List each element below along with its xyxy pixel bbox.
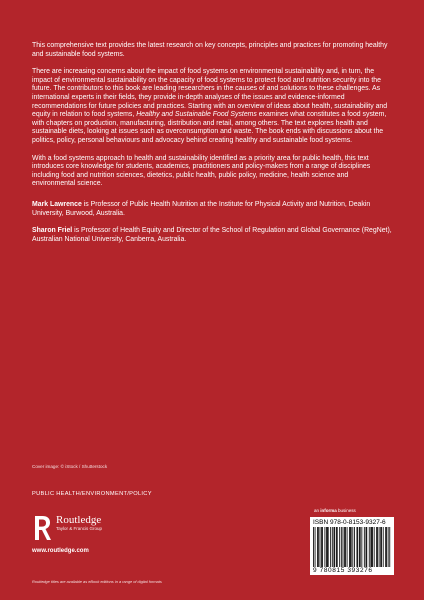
barcode-bar [354,527,355,567]
barcode-bar [317,527,318,567]
barcode-bar [357,527,358,567]
author-bio-text-1: is Professor of Public Health Nutrition at the Institute for Physical Activity and Nutrition, Deakin University, Burwood, Australia. [32,200,371,217]
blurb [32,42,392,253]
barcode-bar [337,527,338,567]
barcode-bar [389,527,390,567]
publisher-name: Routledge [56,514,102,526]
barcode-bar [370,527,371,567]
barcode-bar [332,527,333,567]
barcode-bar [366,527,367,567]
barcode-bar [327,527,328,567]
barcode-bar [386,527,387,567]
barcode-bar [339,527,340,567]
barcode-bar [326,527,327,567]
barcode-bar [344,527,345,567]
author-name-1: Mark Lawrence [32,200,82,208]
barcode-bar [383,527,384,567]
barcode-bar [359,527,360,567]
barcode-bar [385,527,386,567]
barcode-bar [334,527,335,567]
barcode-bar [343,527,344,567]
barcode-bar [330,527,331,567]
barcode-bar [321,527,322,567]
barcode-bar [318,527,319,567]
barcode-bar [351,527,352,567]
description-paragraph [32,68,392,145]
barcode-bar [315,527,316,567]
publisher-logo [32,514,102,542]
barcode-bar [376,527,377,567]
informa-prefix: an [314,508,321,513]
barcode-bar [345,527,346,567]
barcode-bar [336,527,337,567]
barcode-bar [381,527,382,567]
publisher-website: www.routledge.com [32,548,89,554]
barcode-bar [360,527,361,567]
barcode-bar [364,527,365,567]
author-bio-text-2: is Professor of Health Equity and Director of the School of Regulation and Global Governance (RegNet), Australian National University, Canberra, Australia. [32,227,392,243]
routledge-r-icon [32,514,52,542]
author-name-2: Sharon Friel [32,227,73,235]
barcode-bar [349,527,350,567]
barcode-bar [371,527,372,567]
cover-image-credit: Cover image: © iStock / Shutterstock [32,464,108,469]
barcode-bar [313,527,314,567]
isbn-number: ISBN 978-0-8153-9327-6 [313,519,386,526]
barcode-bar [361,527,362,567]
barcode-bar [324,527,325,567]
barcode-bar [352,527,353,567]
barcode-bar [320,527,321,567]
book-title-italic: Healthy and Sustainable Food Systems [136,111,257,119]
isbn-barcode [310,517,394,575]
barcode-bar [372,527,373,567]
barcode-bar [334,527,335,567]
barcode-bar [357,527,358,567]
description-text-1: There are increasing concerns about the impact of food systems on environmental sustainability and, in turn, the impact of environmental sustainability on the capacity of food systems to protect food and nutrition security into the future. The contributors to this book are leading researchers in the causes of and solutions to these challenges. As international experts in their fields, they provide in-depth analyses of the issues and evidence-informed recommendations for future policies and practices. Starting with an overview of ideas about health, sustainability and equity in relation to food systems, [32,68,388,119]
barcode-bar [374,527,375,567]
informa-brand: informa [320,508,337,513]
informa-suffix: business [336,508,356,513]
subject-category: PUBLIC HEALTH/ENVIRONMENT/POLICY [32,491,152,497]
barcode-bar [377,527,378,567]
barcode-bar [380,527,381,567]
ebook-availability-note: Routledge titles are available as eBook editions in a range of digital formats [32,579,162,584]
barcode-bar [366,527,367,567]
barcode-digits: 9 780815 393276 [313,567,373,574]
barcode-bar [369,527,370,567]
barcode-bar [379,527,380,567]
barcode-bars [313,527,391,567]
audience-paragraph: With a food systems approach to health and sustainability identified as a priority area for public health, this text introduces core knowledge for students, academics, practitioners and policy-makers from a range of disciplines including food and nutrition sciences, dietetics, public health, public policy, medicine, health science and environmental science. [32,154,371,188]
barcode-bar [341,527,342,567]
barcode-bar [322,527,323,567]
author-bio-1 [32,201,392,218]
author-bio-2 [32,227,392,244]
barcode-bar [350,527,351,567]
intro-paragraph: This comprehensive text provides the latest research on key concepts, principles and practices for promoting healthy and sustainable food systems. [32,42,388,58]
publisher-tagline: Taylor & Francis Group [56,526,103,531]
barcode-bar [347,527,348,567]
informa-business-mark [314,508,356,513]
barcode-bar [388,527,389,567]
description-text-2: examines what constitutes a food system, with chapters on production, manufacturing, distribution and retail, among others. The text explores health and sustainable diets, looking at issues such as overconsumption and waste. The book ends with discussions about the politics, policy, personal behaviours and advocacy behind creating healthy and sustainable food systems. [32,111,387,144]
barcode-bar [328,527,329,567]
